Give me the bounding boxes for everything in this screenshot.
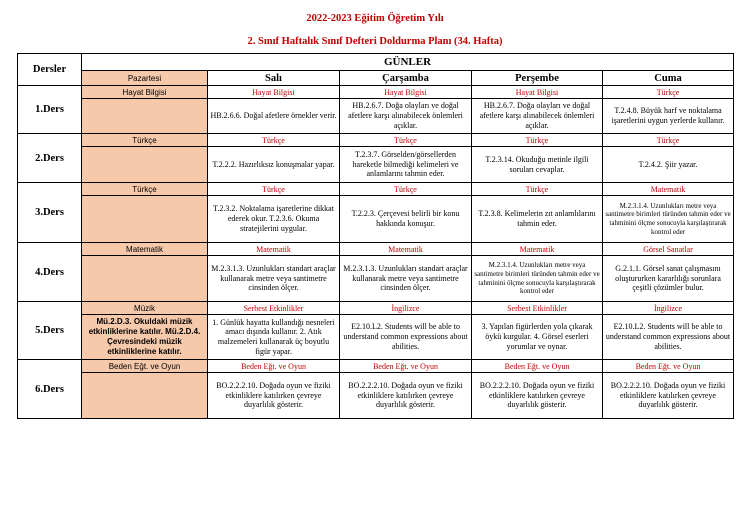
content-cell-wednesday: T.2.2.3. Çerçevesi belirli bir konu hakkında konuşur. [340, 196, 472, 243]
content-cell-tuesday: 1. Günlük hayatta kullandığı nesneleri amacı dışında kullanır. 2. Atık malzemeleri kullanarak üç boyutlu figür yapar. [208, 315, 340, 360]
content-cell-tuesday: HB.2.6.6. Doğal afetlere örnekler verir. [208, 99, 340, 134]
subject-cell-monday: Türkçe [82, 134, 208, 147]
subject-cell-tuesday: Hayat Bilgisi [208, 86, 340, 99]
subject-cell-wednesday: Hayat Bilgisi [340, 86, 472, 99]
lesson-subject-row [18, 360, 734, 373]
subject-cell-tuesday: Beden Eğt. ve Oyun [208, 360, 340, 373]
content-cell-friday: M.2.3.1.4. Uzunlukları metre veya santimetre birimleri türünden tahmin eder ve tahminini ölçme sonucuyla karşılaştırarak kontrol eder [603, 196, 734, 243]
subject-cell-friday: Görsel Sanatlar [603, 243, 734, 256]
document-title: 2022-2023 Eğitim Öğretim Yılı [306, 13, 444, 24]
lessons-column-header: Dersler [18, 54, 82, 86]
subject-cell-tuesday: Serbest Etkinlikler [208, 302, 340, 315]
content-cell-thursday: T.2.3.8. Kelimelerin zıt anlamlılarını tahmin eder. [472, 196, 603, 243]
content-cell-monday [82, 256, 208, 302]
day-header-wednesday: Çarşamba [340, 71, 472, 86]
lesson-label: 5.Ders [18, 302, 82, 360]
subject-cell-friday: Beden Eğt. ve Oyun [603, 360, 734, 373]
content-cell-monday: Mü.2.D.3. Okuldaki müzik etkinliklerine katılır. Mü.2.D.4. Çevresindeki müzik etkinliklerine katılır. [82, 315, 208, 360]
subject-cell-friday: İngilizce [603, 302, 734, 315]
day-header-thursday: Perşembe [472, 71, 603, 86]
lesson-label: 4.Ders [18, 243, 82, 302]
lesson-label: 6.Ders [18, 360, 82, 419]
subject-cell-thursday: Matematik [472, 243, 603, 256]
lesson-subject-row [18, 183, 734, 196]
subject-cell-tuesday: Türkçe [208, 183, 340, 196]
content-cell-wednesday: E2.10.L2. Students will be able to understand common expressions about abilities. [340, 315, 472, 360]
subject-cell-monday: Müzik [82, 302, 208, 315]
lesson-content-row [18, 147, 734, 183]
content-cell-thursday: M.2.3.1.4. Uzunlukları metre veya santimetre birimleri türünden tahmin eder ve tahminini ölçme sonucuyla karşılaştırarak kontrol eder [472, 256, 603, 302]
content-cell-tuesday: BO.2.2.2.10. Doğada oyun ve fiziki etkinliklere katılırken çevreye duyarlılık gösterir. [208, 373, 340, 419]
lesson-content-row [18, 373, 734, 419]
content-cell-wednesday: T.2.3.7. Görselden/görsellerden hareketle bilmediği kelimeleri ve anlamlarını tahmin eder. [340, 147, 472, 183]
content-cell-wednesday: M.2.3.1.3. Uzunlukları standart araçlar kullanarak metre veya santimetre cinsinden ölçer. [340, 256, 472, 302]
day-header-friday: Cuma [603, 71, 734, 86]
lesson-content-row [18, 315, 734, 360]
subject-cell-wednesday: Beden Eğt. ve Oyun [340, 360, 472, 373]
lesson-subject-row [18, 243, 734, 256]
subject-cell-monday: Matematik [82, 243, 208, 256]
lesson-label: 3.Ders [18, 183, 82, 243]
content-cell-tuesday: T.2.3.2. Noktalama işaretlerine dikkat ederek okur. T.2.3.6. Okuma stratejilerini uygular. [208, 196, 340, 243]
subject-cell-thursday: Serbest Etkinlikler [472, 302, 603, 315]
content-cell-friday: E2.10.L2. Students will be able to understand common expressions about abilities. [603, 315, 734, 360]
lesson-label: 2.Ders [18, 134, 82, 183]
days-header: GÜNLER [82, 54, 734, 71]
content-cell-tuesday: M.2.3.1.3. Uzunlukları standart araçlar kullanarak metre veya santimetre cinsinden ölçer. [208, 256, 340, 302]
subject-cell-wednesday: Türkçe [340, 183, 472, 196]
subject-cell-tuesday: Türkçe [208, 134, 340, 147]
content-cell-friday: T.2.4.8. Büyük harf ve noktalama işaretlerini uygun yerlerde kullanır. [603, 99, 734, 134]
document-subtitle: 2. Sınıf Haftalık Sınıf Defteri Doldurma Planı (34. Hafta) [247, 36, 503, 47]
subject-cell-thursday: Türkçe [472, 183, 603, 196]
day-header-monday: Pazartesi [82, 71, 208, 86]
subject-cell-thursday: Hayat Bilgisi [472, 86, 603, 99]
content-cell-thursday: 3. Yapılan figürlerden yola çıkarak öykü kurgular. 4. Görsel eserleri yorumlar ve oynar. [472, 315, 603, 360]
subject-cell-monday: Türkçe [82, 183, 208, 196]
subject-cell-friday: Matematik [603, 183, 734, 196]
subject-cell-monday: Hayat Bilgisi [82, 86, 208, 99]
subject-cell-wednesday: İngilizce [340, 302, 472, 315]
subject-cell-friday: Türkçe [603, 86, 734, 99]
header-row-1 [18, 54, 734, 71]
lesson-content-row [18, 99, 734, 134]
lesson-subject-row [18, 86, 734, 99]
lesson-label: 1.Ders [18, 86, 82, 134]
content-cell-friday: T.2.4.2. Şiir yazar. [603, 147, 734, 183]
subject-cell-tuesday: Matematik [208, 243, 340, 256]
subject-cell-wednesday: Matematik [340, 243, 472, 256]
content-cell-thursday: BO.2.2.2.10. Doğada oyun ve fiziki etkinliklere katılırken çevreye duyarlılık gösterir. [472, 373, 603, 419]
content-cell-tuesday: T.2.2.2. Hazırlıksız konuşmalar yapar. [208, 147, 340, 183]
subject-cell-thursday: Türkçe [472, 134, 603, 147]
content-cell-wednesday: BO.2.2.2.10. Doğada oyun ve fiziki etkinliklere katılırken çevreye duyarlılık gösterir. [340, 373, 472, 419]
subject-cell-wednesday: Türkçe [340, 134, 472, 147]
weekly-plan-table [17, 53, 734, 419]
subject-cell-thursday: Beden Eğt. ve Oyun [472, 360, 603, 373]
plan-body [18, 54, 734, 419]
subject-cell-monday: Beden Eğt. ve Oyun [82, 360, 208, 373]
content-cell-friday: G.2.1.1. Görsel sanat çalışmasını oluştururken kararlılığı sorunlara çeşitli çözümler bulur. [603, 256, 734, 302]
content-cell-monday [82, 99, 208, 134]
lesson-subject-row [18, 134, 734, 147]
content-cell-monday [82, 147, 208, 183]
content-cell-thursday: T.2.3.14. Okuduğu metinle ilgili soruları cevaplar. [472, 147, 603, 183]
content-cell-monday [82, 196, 208, 243]
lesson-content-row [18, 256, 734, 302]
content-cell-monday [82, 373, 208, 419]
day-header-tuesday: Salı [208, 71, 340, 86]
content-cell-thursday: HB.2.6.7. Doğa olayları ve doğal afetlere karşı alınabilecek önlemleri açıklar. [472, 99, 603, 134]
content-cell-wednesday: HB.2.6.7. Doğa olayları ve doğal afetlere karşı alınabilecek önlemleri açıklar. [340, 99, 472, 134]
header-row-2 [18, 71, 734, 86]
lesson-subject-row [18, 302, 734, 315]
subject-cell-friday: Türkçe [603, 134, 734, 147]
content-cell-friday: BO.2.2.2.10. Doğada oyun ve fiziki etkinliklere katılırken çevreye duyarlılık gösterir. [603, 373, 734, 419]
lesson-content-row [18, 196, 734, 243]
